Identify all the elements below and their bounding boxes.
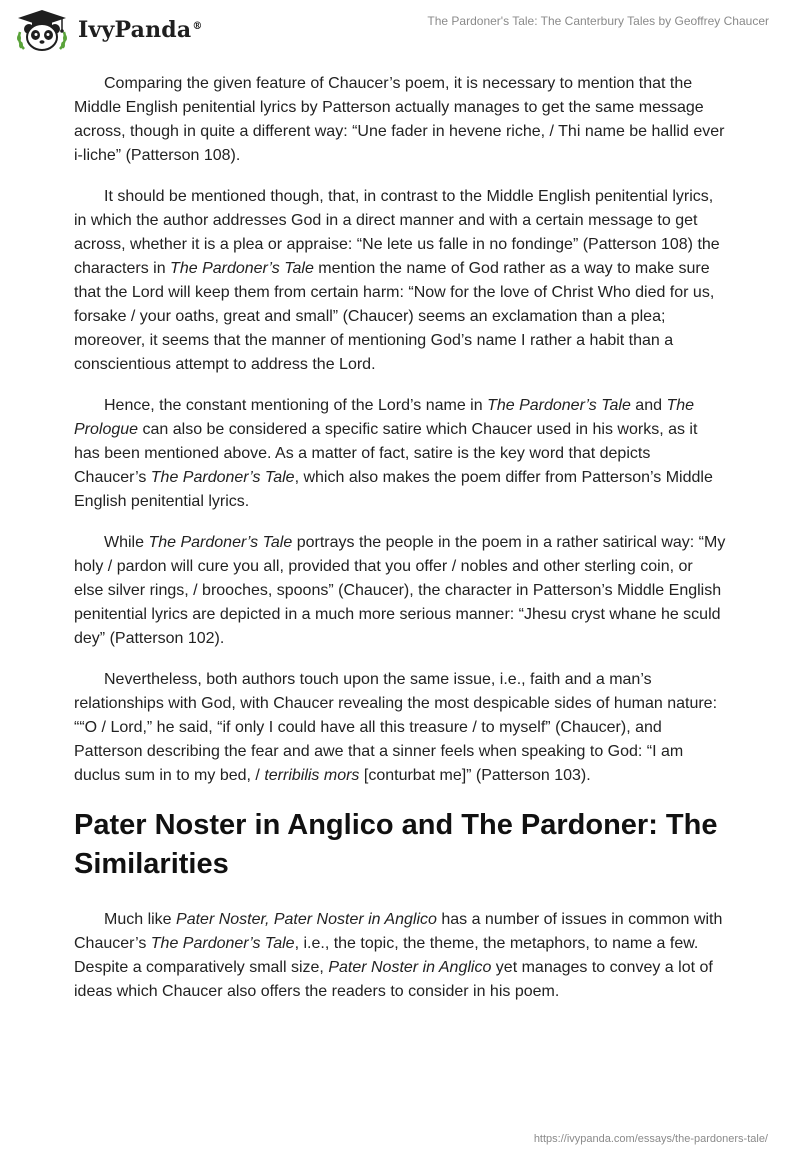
paragraph: Hence, the constant mentioning of the Lord’s name in The Pardoner’s Tale and The Prologue can also be considered a specific satire which Chaucer used in his works, as it has been mentioned above. As a matter of fact, satire is the key word that depicts Chaucer’s The Pardoner’s Tale, which also makes the poem differ from Patterson’s Middle English penitential lyrics. bbox=[74, 397, 713, 510]
paragraph: Much like Pater Noster, Pater Noster in Anglico has a number of issues in common with Chaucer’s The Pardoner’s Tale, i.e., the topic, the theme, the metaphors, to name a few. Despite a comparatively small size, Pater Noster in Anglico yet manages to convey a lot of ideas which Chaucer also offers the readers to consider in his poem. bbox=[74, 911, 723, 1000]
paragraph: While The Pardoner’s Tale portrays the people in the poem in a rather satirical way: “My holy / pardon will cure you all, provided that you offer / nobles and other sterling coin, or else silver rings, / brooches, spoons” (Chaucer), the character in Patterson’s Middle English penitential lyrics are depicted in a much more serious manner: “Jhesu cryst whane he sculd dey” (Patterson 102). bbox=[74, 534, 726, 647]
paragraph: Nevertheless, both authors touch upon the same issue, i.e., faith and a man’s relationships with God, with Chaucer revealing the most despicable sides of human nature: ““O / Lord,” he said, “if only I could have all this treasure / to myself” (Chaucer), and Patterson describing the fear and awe that a sinner feels when speaking to God: “I am duclus sum in to my bed, / terribilis mors [conturbat me]” (Patterson 103). bbox=[74, 671, 718, 784]
brand-logo[interactable] bbox=[14, 8, 203, 52]
brand-name: IvyPanda® bbox=[78, 17, 203, 43]
section-heading: Pater Noster in Anglico and The Pardoner: The Similarities bbox=[74, 809, 718, 880]
source-url[interactable]: https://ivypanda.com/essays/the-pardoners-tale/ bbox=[533, 1133, 768, 1145]
article-body bbox=[74, 72, 726, 1021]
paragraph: It should be mentioned though, that, in contrast to the Middle English penitential lyrics, in which the author addresses God in a direct manner and with a certain message to get across, whether it is a plea or appraise: “Ne lete us falle in no fondinge” (Patterson 108) the characters in The Pardoner’s Tale mention the name of God rather as a way to make sure that the Lord will keep them from certain harm: “Now for the love of Christ Who died for us, forsake / your oaths, great and small” (Chaucer) seems an exclamation than a plea; moreover, it seems that the manner of mentioning God’s name I rather a habit than a conscientious attempt to address the Lord. bbox=[74, 188, 720, 373]
document-title: The Pardoner's Tale: The Canterbury Tales by Geoffrey Chaucer bbox=[427, 14, 769, 28]
paragraph: Comparing the given feature of Chaucer’s poem, it is necessary to mention that the Middle English penitential lyrics by Patterson actually manages to get the same message across, though in quite a different way: “Une fader in hevene riche, / Thi name be hallid ever i-liche” (Patterson 108). bbox=[74, 75, 725, 164]
panda-graduate-icon bbox=[14, 8, 70, 52]
